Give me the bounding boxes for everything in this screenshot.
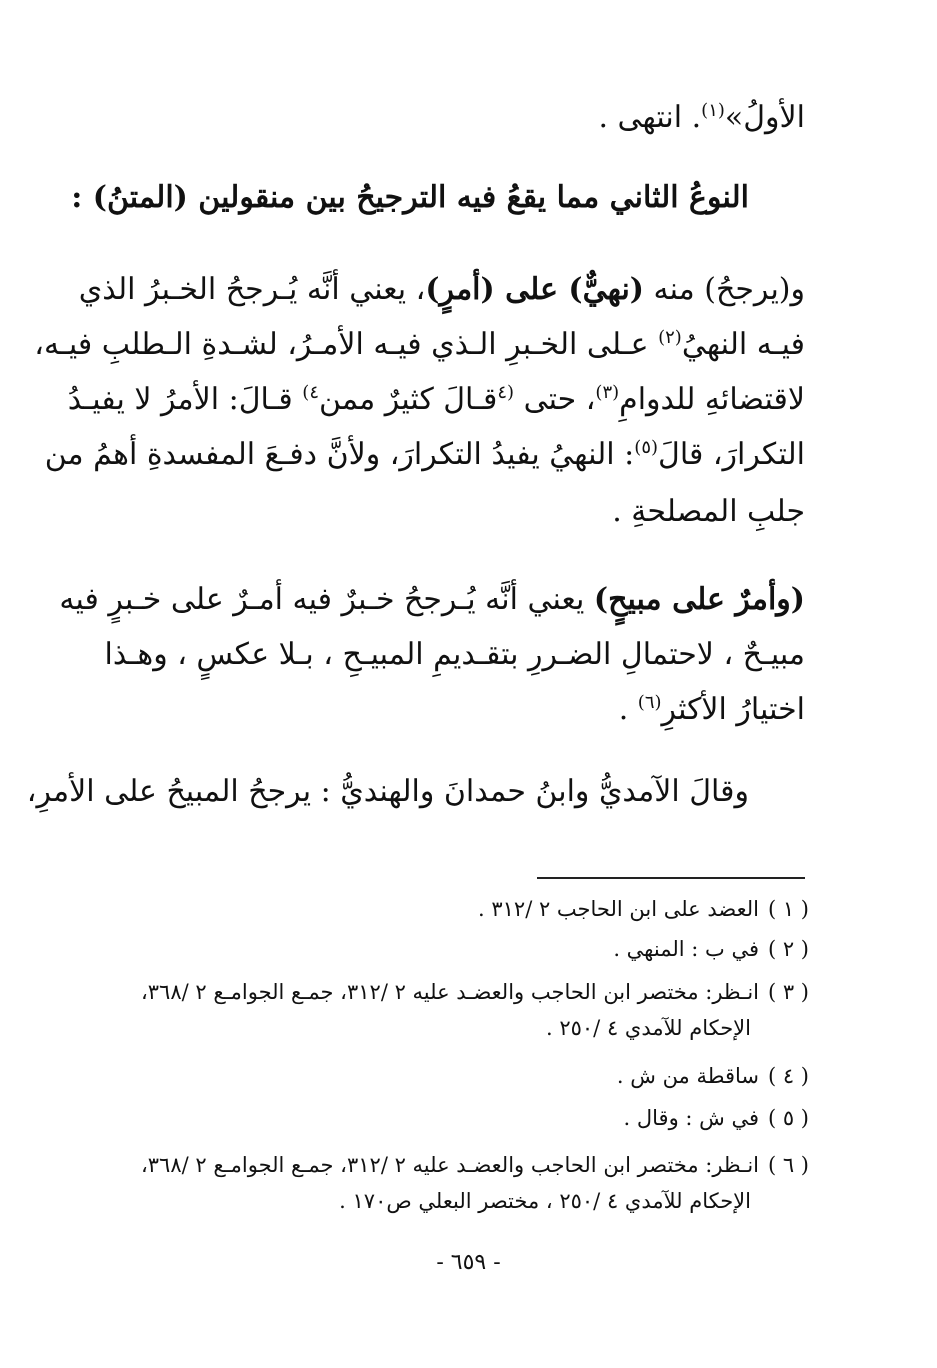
footnote-6-continuation: الإحكام للآمدي ٤ /٢٥٠ ، مختصر البعلي ص١٧٠ . [339,1189,751,1213]
paragraph-2-line-2: مبيـحٌ ، لاحتمالِ الضـررِ بتقـديمِ المبيـحِ ، بـلا عكسٍ ، وهـذا [104,637,805,672]
footnote-number: ( ١ ) [767,897,809,921]
p2-l3-a: اختيارُ الأكثرِ [661,692,805,727]
footnote-text: العضد على ابن الحاجب ٢ /٣١٢ . [478,897,759,921]
footnote-number: ( ٢ ) [767,937,809,961]
footnote-ref-3: (٣) [595,382,620,403]
p1-l3-a: لاقتضائهِ للدوامِ [619,382,805,417]
footnote-ref-4-open: (٤ [497,382,515,403]
footnote-divider [537,877,805,879]
p1-l3-c: قـالَ كثيرٌ ممن [319,382,498,417]
footnote-ref-1: (١) [701,100,725,121]
footnote-number: ( ٥ ) [767,1106,809,1130]
page-number: - ٦٥٩ - [436,1250,501,1275]
paragraph-1-line-2 [34,323,805,367]
paragraph-1-line-1 [78,268,805,312]
p1-l4-a: التكرارَ، قالَ [658,437,805,472]
footnote-text: في ب : المنهي . [613,937,759,961]
footnote-number: ( ٦ ) [767,1153,809,1177]
footnote-4 [617,1060,809,1092]
paragraph-1-line-4 [44,433,805,477]
footnote-ref-5: (٥) [634,437,659,458]
footnote-2 [613,933,809,965]
footnote-ref-2: (٢) [658,327,682,348]
footnote-ref-4-close: ٤) [302,382,319,403]
footnote-ref-6: (٦) [637,692,662,713]
footnote-number: ( ٣ ) [767,980,809,1004]
paragraph-1-line-3 [67,378,805,422]
footnote-3 [141,976,809,1008]
footnote-text: انـظر: مختصر ابن الحاجب والعضـد عليه ٢ /٣١٢، جمـع الجوامـع ٢ /٣٦٨، [140,980,759,1004]
paragraph-3-line-1: وقالَ الآمديُّ وابنُ حمدانَ والهنديُّ : يرجحُ المبيحُ على الأمرِ، [26,774,749,809]
footnote-text: في ش : وقال . [623,1106,759,1130]
p2-l3-b: . [618,692,638,727]
p2-l1-a: (وأمرٌ على مبيحٍ) [593,582,805,617]
p1-l3-d: قـالَ: الأمرُ لا يفيـدُ [67,382,303,417]
p1-l2-a: فيـه النهيُ [681,327,805,362]
line1-end: . انتهى . [598,100,702,135]
p1-l1-c: ، يعني أنَّه يُـرجحُ الخـبرُ الذي [78,272,426,307]
section-heading: النوعُ الثاني مما يقعُ فيه الترجيحُ بين منقولين (المتنُ) : [71,180,749,215]
footnote-1 [478,893,809,925]
paragraph-1-line-5: جلبِ المصلحةِ . [612,494,805,529]
p1-l1-b: (نهيٌّ) على (أمرٍ) [425,272,644,307]
paragraph-2-line-1 [59,578,805,622]
footnote-number: ( ٤ ) [767,1064,809,1088]
footnote-text: انـظر: مختصر ابن الحاجب والعضـد عليه ٢ /٣١٢، جمـع الجوامـع ٢ /٣٦٨، [140,1153,759,1177]
text-line-1 [598,96,805,140]
p1-l1-a: و(يرجحُ) منه [653,272,805,307]
line1-text: الأولُ» [724,100,805,135]
p1-l3-b: ، حتى [514,382,596,417]
p1-l2-b: عـلى الخـبرِ الـذي فيـه الأمـرُ، لشـدةِ الـطلبِ فيـه، [34,327,659,362]
footnote-3-continuation: الإحكام للآمدي ٤ /٢٥٠ . [545,1016,751,1040]
p2-l1-b: يعني أنَّه يُـرجحُ خـبرٌ فيه أمـرٌ على خـبرٍ فيه [59,582,594,617]
footnote-text: ساقطة من ش . [616,1064,759,1088]
footnote-5 [624,1102,809,1134]
footnote-6 [141,1149,809,1181]
paragraph-2-line-3 [619,688,805,732]
p1-l4-b: : النهيُ يفيدُ التكرارَ، ولأنَّ دفـعَ المفسدةِ أهمُ من [44,437,635,472]
